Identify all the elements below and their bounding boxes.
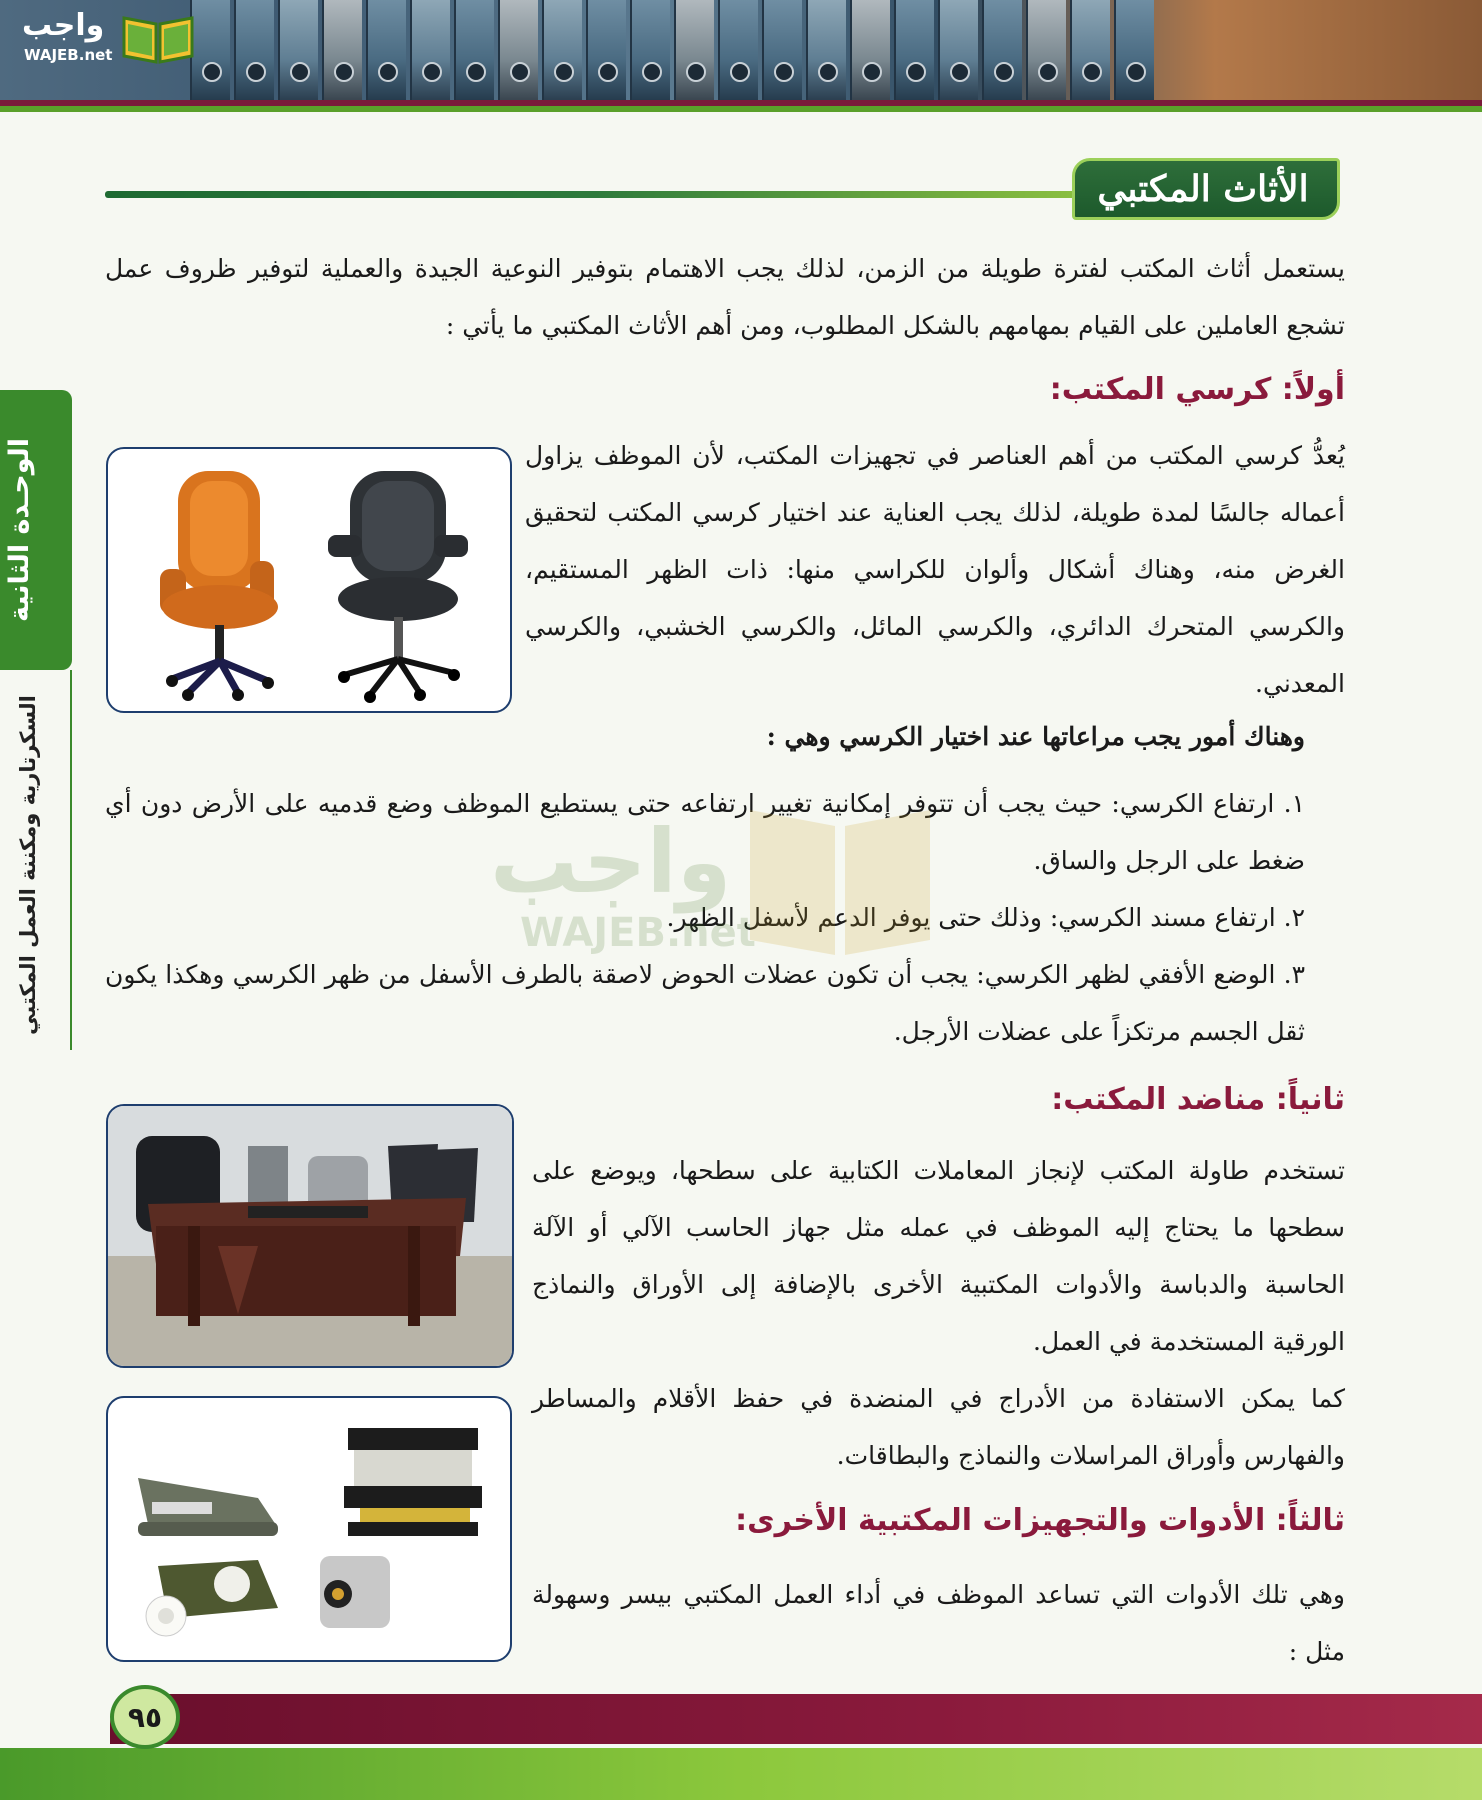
office-desk-illustration	[108, 1106, 512, 1366]
logo-name: واجب	[22, 8, 105, 43]
watermark-name: واجب	[490, 810, 732, 913]
office-chairs-illustration	[108, 449, 510, 711]
office-supplies-illustration	[108, 1398, 510, 1660]
section1-subheading: وهناك أمور يجب مراعاتها عند اختيار الكرسي وهي :	[766, 722, 1305, 751]
watermark	[490, 790, 960, 990]
binders-decoration	[190, 0, 1190, 100]
watermark-book-icon	[740, 790, 940, 960]
footer-band	[110, 1694, 1482, 1744]
section3-heading: ثالثاً: الأدوات والتجهيزات المكتبية الأخرى:	[735, 1503, 1345, 1538]
title-rule	[105, 191, 1085, 198]
watermark-domain: WAJEB.net	[520, 910, 756, 956]
wajeb-logo[interactable]	[10, 4, 190, 66]
page-title: الأثاث المكتبي	[1097, 168, 1309, 210]
footer-green-band	[0, 1748, 1482, 1800]
section1-heading: أولاً: كرسي المكتب:	[1049, 372, 1345, 407]
side-unit-label: الوحـدة الثانية	[4, 437, 35, 623]
section2-paragraph-1: تستخدم طاولة المكتب لإنجاز المعاملات الكتابية على سطحها، ويوضع على سطحها ما يحتاج إليه الموظف في عمله مثل جهاز الحاسب الآلي أو الآلة الحاسبة والدباسة والأدوات المكتبية الأخرى بالإضافة إلى الأوراق والنماذج الورقية المستخدمة في العمل.	[532, 1156, 1345, 1356]
section1-item-3: ٣. الوضع الأفقي لظهر الكرسي: يجب أن تكون عضلات الحوض لاصقة بالطرف الأسفل من ظهر الكرسي وهكذا يكون ثقل الجسم مرتكزاً على عضلات الأرجل.	[105, 960, 1305, 1046]
section1-item-1: ١. ارتفاع الكرسي: حيث يجب أن تتوفر إمكانية تغيير ارتفاعه حتى يستطيع الموظف وضع قدميه على الأرض دون أي ضغط على الرجل والساق.	[105, 789, 1305, 875]
office-chairs-image	[106, 447, 512, 713]
book-icon	[120, 10, 196, 64]
section2-paragraph-2: كما يمكن الاستفادة من الأدراج في المنضدة في حفظ الأقلام والمساطر والفهارس وأوراق المراسلات والنماذج والبطاقات.	[532, 1384, 1345, 1470]
section2-heading: ثانياً: مناضد المكتب:	[1051, 1082, 1345, 1117]
side-course-title: السكرتارية ومكننة العمل المكتبي	[16, 695, 40, 1035]
intro-paragraph: يستعمل أثاث المكتب لفترة طويلة من الزمن، لذلك يجب الاهتمام بتوفير النوعية الجيدة والعملية لتوفير ظروف عمل تشجع العاملين على القيام بمهامهم بالشكل المطلوب، ومن أهم الأثاث المكتبي ما يأتي :	[105, 254, 1345, 340]
section1-paragraph: يُعدُّ كرسي المكتب من أهم العناصر في تجهيزات المكتب، لأن الموظف يزاول أعماله جالسًا لمدة طويلة، لذلك يجب العناية عند اختيار كرسي المكتب لتحقيق الغرض منه، وهناك أشكال وألوان للكراسي منها: ذات الظهر المستقيم، والكرسي المتحرك الدائري، والكرسي المائل، والكرسي الخشبي، والكرسي المعدني.	[525, 441, 1345, 698]
section3-paragraph: وهي تلك الأدوات التي تساعد الموظف في أداء العمل المكتبي بيسر وسهولة مثل :	[532, 1580, 1345, 1666]
office-supplies-image	[106, 1396, 512, 1662]
logo-domain: WAJEB.net	[24, 46, 113, 64]
page-number: ٩٥	[110, 1685, 180, 1749]
top-banner	[0, 0, 1482, 112]
side-divider	[70, 670, 72, 1050]
office-desk-image	[106, 1104, 514, 1368]
section1-item-2: ٢. ارتفاع مسند الكرسي: وذلك حتى يوفر الدعم لأسفل الظهر.	[666, 903, 1305, 932]
